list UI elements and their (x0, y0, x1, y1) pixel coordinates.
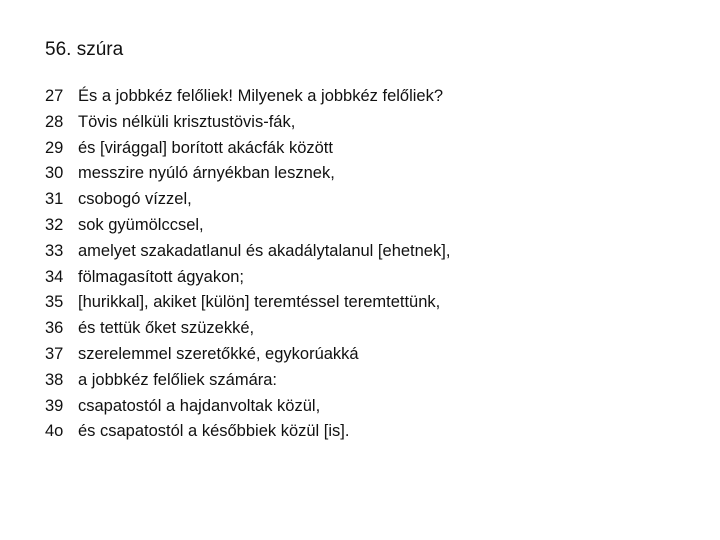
verse-line (45, 84, 685, 110)
verse-number: 27 (45, 87, 64, 105)
verse-line (45, 368, 685, 394)
verse-text: messzire nyúló árnyékban lesznek, (78, 164, 335, 183)
verse-number: 37 (45, 344, 64, 363)
verse-text: szerelemmel szeretőkké, egykorúakká (78, 344, 359, 363)
verse-text: csapatostól a hajdanvoltak közül, (78, 396, 321, 415)
verse-number: 30 (45, 164, 64, 183)
verse-text: sok gyümölccsel, (78, 215, 204, 234)
page-title: 56. szúra (45, 39, 124, 60)
verse-line (45, 342, 685, 368)
verse-number: 34 (45, 267, 64, 286)
verse-number: 35 (45, 293, 64, 312)
verse-number: 39 (45, 396, 64, 415)
verse-number: 38 (45, 370, 64, 389)
verse-line (45, 265, 685, 291)
verse-line (45, 187, 685, 213)
verse-line (45, 290, 685, 316)
verse-line (45, 136, 685, 162)
verse-text: fölmagasított ágyakon; (78, 267, 245, 286)
verse-line (45, 110, 685, 136)
verse-number: 29 (45, 138, 64, 157)
verse-text: Tövis nélküli krisztustövis-fák, (78, 112, 296, 131)
verse-list (45, 84, 685, 445)
verse-line (45, 419, 685, 445)
verse-line (45, 394, 685, 420)
verse-text: a jobbkéz felőliek számára: (78, 370, 278, 389)
verse-text: és tettük őket szüzekké, (78, 319, 255, 338)
verse-number: 32 (45, 215, 64, 234)
verse-line (45, 161, 685, 187)
verse-number: 36 (45, 319, 64, 338)
verse-text: amelyet szakadatlanul és akadálytalanul [ehetnek], (78, 241, 451, 260)
verse-text: és [virággal] borított akácfák között (78, 138, 333, 157)
verse-number: 31 (45, 190, 64, 209)
verse-line (45, 213, 685, 239)
verse-text: [hurikkal], akiket [külön] teremtéssel teremtettünk, (78, 293, 441, 312)
verse-text: és csapatostól a későbbiek közül [is]. (78, 422, 350, 441)
verse-number: 4o (45, 422, 64, 441)
verse-number: 33 (45, 241, 64, 260)
verse-line (45, 316, 685, 342)
verse-text: És a jobbkéz felőliek! Milyenek a jobbkéz felőliek? (78, 87, 444, 105)
verse-text: csobogó vízzel, (78, 190, 192, 209)
verse-line (45, 239, 685, 265)
verse-number: 28 (45, 112, 64, 131)
